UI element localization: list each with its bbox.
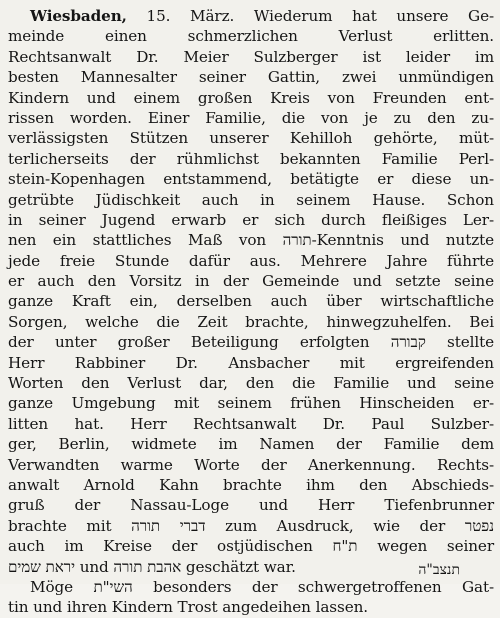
article-line: der unter großer Beteiligung erfolgten קבורה stellte bbox=[8, 333, 494, 352]
obituary-article bbox=[8, 6, 494, 618]
dateline: Wiesbaden, bbox=[30, 7, 127, 25]
article-line: ganze Umgebung mit seinem frühen Hinscheiden er- bbox=[8, 394, 494, 413]
article-line: litten hat. Herr Rechtsanwalt Dr. Paul Sulzber- bbox=[8, 414, 494, 433]
article-line: ger, Berlin, widmete im Namen der Familie dem bbox=[8, 435, 494, 454]
article-line: יראת שמים und אהבת תורה geschätzt war. bbox=[8, 557, 296, 576]
article-line: auch im Kreise der ostjüdischen ת"ח wegen seiner bbox=[8, 537, 494, 556]
article-line: stein-Kopenhagen entstammend, betätigte er diese un- bbox=[8, 170, 494, 189]
article-line: verlässigsten Stützen unserer Kehilloh gehörte, müt- bbox=[8, 129, 494, 148]
article-line: getrübte Jüdischkeit auch in seinem Hause. Schon bbox=[8, 190, 494, 209]
article-line: tin und ihren Kindern Trost angedeihen lassen. bbox=[8, 598, 368, 617]
article-line: rissen worden. Einer Familie, die von je zu den zu- bbox=[8, 108, 494, 127]
article-line: Verwandten warme Worte der Anerkennung. Rechts- bbox=[8, 455, 494, 474]
article-line: meinde einen schmerzlichen Verlust erlitten. bbox=[8, 27, 494, 46]
article-line: Sorgen, welche die Zeit brachte, hinwegzuhelfen. Bei bbox=[8, 312, 494, 331]
article-line-text: 15. März. Wiederum hat unsere Ge- bbox=[146, 7, 495, 25]
article-line: gruß der Nassau-Loge und Herr Tiefenbrunner bbox=[8, 496, 494, 515]
article-line bbox=[8, 6, 494, 26]
article-line: Kindern und einem großen Kreis von Freunden ent- bbox=[8, 88, 494, 107]
closing-abbreviation: תנצב"ה bbox=[418, 562, 460, 578]
article-line: Rechtsanwalt Dr. Meier Sulzberger ist leider im bbox=[8, 47, 494, 66]
article-line: nen ein stattliches Maß von תורה-Kenntnis und nutzte bbox=[8, 231, 494, 250]
article-line: Worten den Verlust dar, den die Familie und seine bbox=[8, 374, 494, 393]
article-line: anwalt Arnold Kahn brachte ihm den Abschieds- bbox=[8, 475, 494, 494]
article-line: Herr Rabbiner Dr. Ansbacher mit ergreifenden bbox=[8, 353, 494, 372]
article-line: ganze Kraft ein, derselben auch über wirtschaftliche bbox=[8, 292, 494, 311]
article-line: terlicherseits der rühmlichst bekannten Familie Perl- bbox=[8, 149, 494, 168]
article-line: Möge השי"ת besonders der schwergetroffenen Gat- bbox=[30, 577, 494, 596]
article-line: in seiner Jugend erwarb er sich durch fleißiges Ler- bbox=[8, 210, 494, 229]
article-line: besten Mannesalter seiner Gattin, zwei unmündigen bbox=[8, 68, 494, 87]
article-line: brachte mit דברי תורה zum Ausdruck, wie der נפטר bbox=[8, 516, 495, 535]
article-line: jede freie Stunde dafür aus. Mehrere Jahre führte bbox=[8, 251, 494, 270]
article-line: er auch den Vorsitz in der Gemeinde und setzte seine bbox=[8, 272, 494, 291]
